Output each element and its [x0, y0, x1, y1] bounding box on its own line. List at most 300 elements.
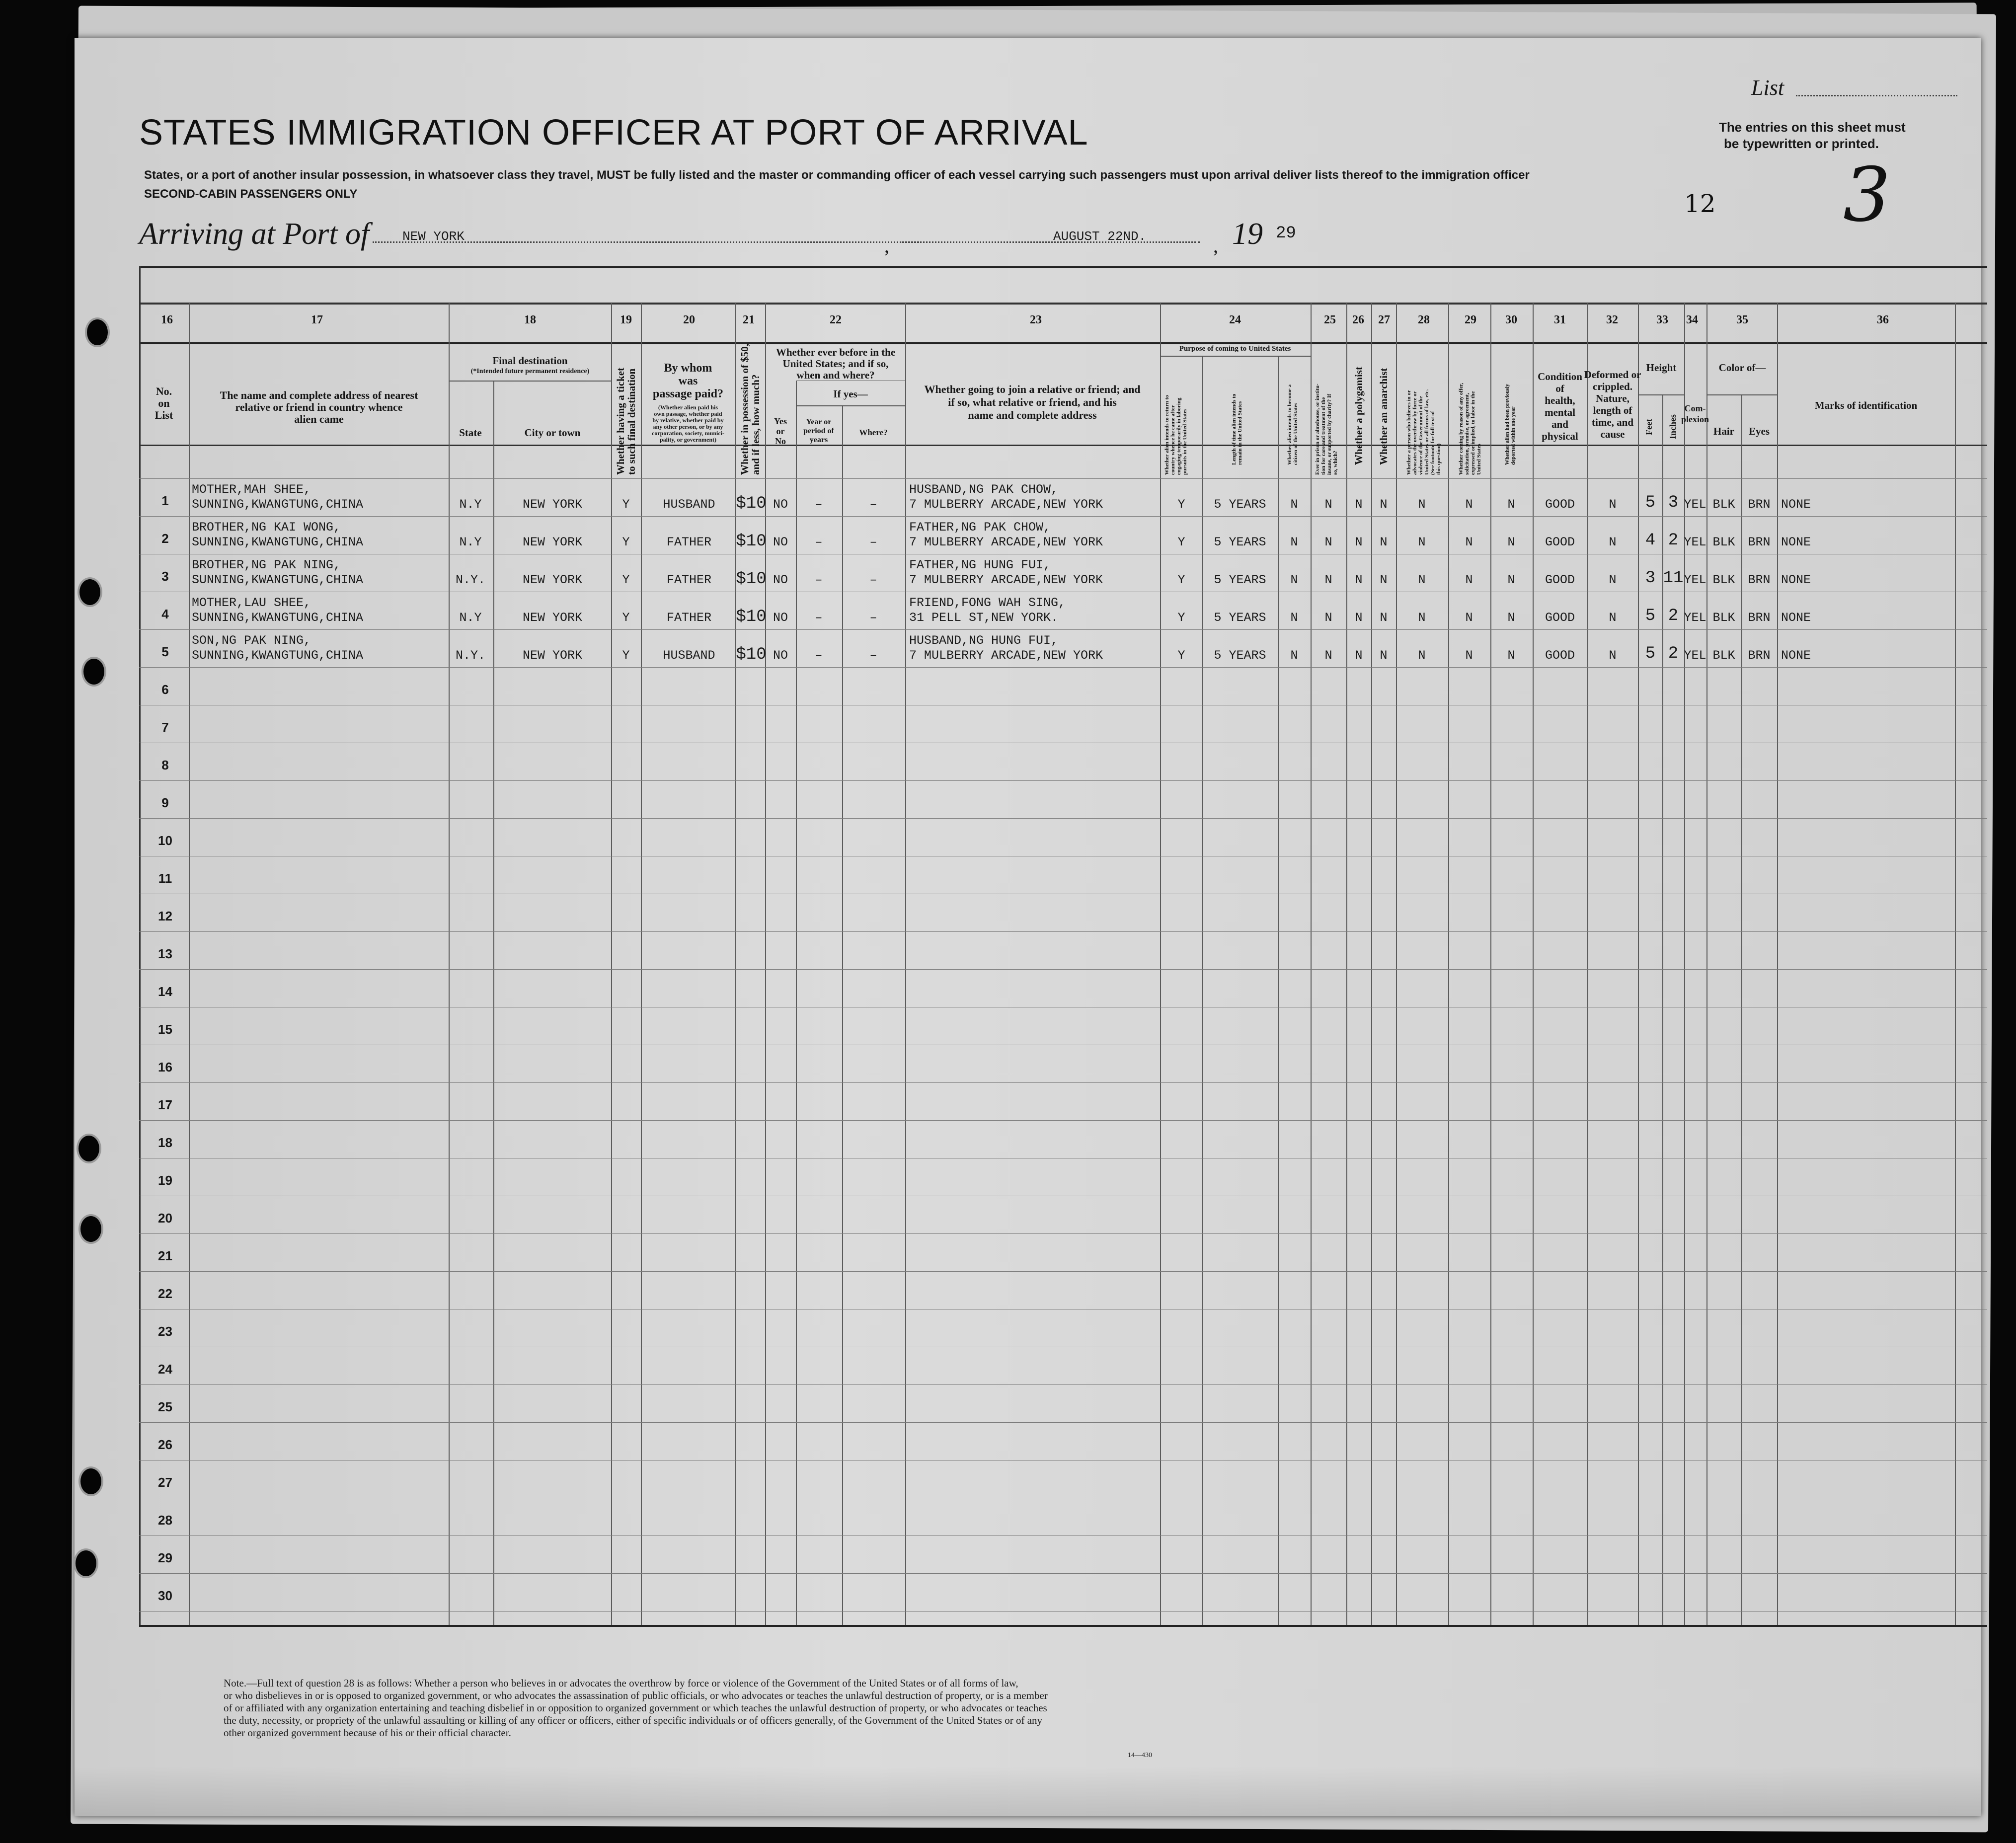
anarchist-value: N [1380, 611, 1388, 625]
prison-value: N [1324, 497, 1332, 512]
col-28: 28 [1418, 313, 1430, 326]
overthrow-header: Whether a person who believes in or advocates the overthrow by force or violence of the Government of the United States or all forms of law, etc. (See footnote for full text of this question) [1406, 389, 1442, 475]
col-32: 32 [1606, 313, 1618, 326]
height-header: Height [1646, 362, 1677, 374]
deformed-value: N [1609, 648, 1617, 663]
row-line [139, 478, 1987, 479]
col-border [1202, 356, 1203, 1625]
feet-value: 5 [1645, 644, 1656, 663]
year-value: – [815, 497, 823, 512]
anarchist-header: Whether an anarchist [1378, 368, 1390, 465]
row-line [139, 1271, 1987, 1272]
purpose-length-header: Length of time alien intends to remain in the United States [1231, 393, 1243, 465]
labor-offer-value: N [1465, 535, 1473, 549]
purpose-citizen-value: N [1290, 535, 1298, 549]
polygamist-header: Whether a polygamist [1353, 367, 1365, 465]
anarchist-value: N [1380, 535, 1388, 549]
col-border [139, 266, 141, 1625]
col-border [1955, 303, 1956, 1625]
where-value: – [869, 648, 877, 663]
final-destination-header: Final destination [492, 355, 568, 367]
prison-value: N [1324, 573, 1332, 587]
hair-value: BLK [1712, 611, 1735, 625]
row-line [139, 1082, 1987, 1083]
col-22: 22 [830, 313, 842, 326]
row-number: 21 [158, 1248, 172, 1263]
yes-or-no-header: Yes or No [774, 416, 787, 446]
color-subline [1706, 394, 1777, 395]
col-border [1448, 303, 1449, 1625]
row-number: 18 [158, 1135, 172, 1150]
colnum-bottom-line [139, 342, 1987, 344]
row-number: 2 [161, 531, 169, 546]
state-value: N.Y [459, 535, 482, 549]
state-value: N.Y [459, 497, 482, 512]
col-border [1587, 303, 1588, 1625]
col-18: 18 [524, 313, 536, 326]
join-relative-address: 7 MULBERRY ARCADE,NEW YORK [909, 497, 1103, 512]
col-24: 24 [1229, 313, 1241, 326]
header-line [139, 303, 1987, 304]
col-20: 20 [683, 313, 695, 326]
city-value: NEW YORK [522, 497, 583, 512]
hair-value: BLK [1712, 497, 1735, 512]
page-title: STATES IMMIGRATION OFFICER AT PORT OF ARRIVAL [139, 113, 1088, 153]
complexion-value: YEL [1684, 497, 1706, 512]
nearest-relative-address: SUNNING,KWANGTUNG,CHINA [192, 611, 364, 625]
state-header: State [459, 427, 482, 439]
deformed-header: Deformed or crippled. Nature, length of time, and cause [1584, 369, 1641, 440]
purpose-return-value: Y [1177, 535, 1185, 549]
ever-before-value: NO [773, 648, 788, 663]
year-value: – [815, 648, 823, 663]
ticket-value: Y [622, 497, 630, 512]
row-number: 13 [158, 946, 172, 961]
marks-header: Marks of identification [1814, 399, 1918, 411]
deformed-value: N [1609, 535, 1617, 549]
ever-before-value: NO [773, 611, 788, 625]
entries-note-1: The entries on this sheet must [1719, 120, 1906, 135]
state-value: N.Y. [455, 573, 486, 587]
inches-value: 2 [1668, 607, 1679, 625]
anarchist-value: N [1380, 497, 1388, 512]
row-number: 9 [161, 795, 169, 810]
punch-hole [80, 1216, 101, 1242]
purpose-citizen-value: N [1290, 497, 1298, 512]
ever-before-header: Whether ever before in the United States; and if so, when and where? [775, 346, 896, 381]
where-header: Where? [859, 428, 888, 437]
col-33: 33 [1656, 313, 1668, 326]
marks-value: NONE [1781, 648, 1811, 663]
header-bottom-line [139, 445, 1987, 446]
row-number: 20 [158, 1211, 172, 1226]
feet-value: 5 [1645, 493, 1656, 512]
join-relative-address: 31 PELL ST,NEW YORK. [909, 611, 1059, 625]
passage-paid-value: HUSBAND [663, 497, 715, 512]
final-destination-note: (*Intended future permanent residence) [470, 368, 590, 375]
table-bottom-line [139, 1625, 1987, 1627]
if-yes-header: If yes— [833, 388, 868, 400]
inches-value: 2 [1668, 531, 1679, 550]
purpose-citizen-value: N [1290, 573, 1298, 587]
health-value: GOOD [1545, 573, 1575, 587]
nearest-relative-name: MOTHER,MAH SHEE, [192, 482, 311, 497]
year-suffix: 29 [1276, 224, 1296, 243]
purpose-return-value: Y [1177, 648, 1185, 663]
table-top-line [139, 266, 1987, 268]
col-border [449, 303, 450, 1625]
col-border [1346, 303, 1347, 1625]
purpose-return-header: Whether alien intends to return to country whence he came after engaging temporarily in laboring pursuits in the United States [1164, 395, 1188, 475]
row-number: 17 [158, 1097, 172, 1112]
ever-before-value: NO [773, 535, 788, 549]
ifyes-subline [796, 405, 905, 406]
col-border [905, 303, 906, 1625]
punch-hole [79, 579, 100, 605]
arriving-label: Arriving at Port of [139, 217, 370, 251]
col-border [1160, 303, 1161, 1625]
inches-value: 3 [1668, 493, 1679, 512]
punch-hole [87, 319, 108, 345]
dest-subline [449, 381, 611, 382]
row-line [139, 1422, 1987, 1423]
deported-value: N [1507, 535, 1515, 549]
row-number: 10 [158, 833, 172, 848]
labor-offer-value: N [1465, 497, 1473, 512]
year-value: – [815, 573, 823, 587]
port-value: NEW YORK [402, 229, 465, 244]
row-line [139, 818, 1987, 819]
nearest-relative-name: BROTHER,NG PAK NING, [192, 558, 341, 572]
row-line [139, 1384, 1987, 1385]
join-relative-name: FATHER,NG PAK CHOW, [909, 520, 1051, 535]
city-value: NEW YORK [522, 611, 583, 625]
comma-2: , [1213, 234, 1218, 257]
polygamist-value: N [1355, 611, 1363, 625]
purpose-citizen-header: Whether alien intends to become a citizen of the United States [1287, 384, 1299, 465]
feet-value: 3 [1645, 569, 1656, 588]
marks-value: NONE [1781, 573, 1811, 587]
labor-offer-value: N [1465, 611, 1473, 625]
color-of-header: Color of— [1718, 362, 1766, 374]
money-value: $10 [736, 570, 767, 589]
row-number: 19 [158, 1173, 172, 1188]
city-value: NEW YORK [522, 648, 583, 663]
passage-paid-note: (Whether alien paid his own passage, whether paid by relative, whether paid by any other person, or by any corporation, society, munici- pality, or government) [652, 404, 724, 443]
col-border [1278, 356, 1279, 1625]
ever-before-value: NO [773, 497, 788, 512]
inches-value: 2 [1668, 644, 1679, 663]
join-relative-name: FRIEND,FONG WAH SING, [909, 596, 1066, 610]
row-number: 26 [158, 1437, 172, 1452]
col-25: 25 [1324, 313, 1336, 326]
complexion-header: Com- plexion [1681, 403, 1709, 424]
punch-hole [83, 659, 104, 685]
join-relative-address: 7 MULBERRY ARCADE,NEW YORK [909, 535, 1103, 549]
polygamist-value: N [1355, 497, 1363, 512]
state-value: N.Y [459, 611, 482, 625]
row-line [139, 1573, 1987, 1574]
passage-paid-value: FATHER [666, 573, 712, 587]
deformed-value: N [1609, 497, 1617, 512]
handwritten-3: 3 [1843, 152, 1891, 238]
anarchist-value: N [1380, 573, 1388, 587]
col-border [1533, 303, 1534, 1625]
health-value: GOOD [1545, 611, 1575, 625]
nearest-relative-header: The name and complete address of nearest relative or friend in country whence alien came [220, 389, 418, 425]
nearest-relative-name: BROTHER,NG KAI WONG, [192, 520, 341, 535]
city-value: NEW YORK [522, 573, 583, 587]
row-line [139, 969, 1987, 970]
prison-value: N [1324, 611, 1332, 625]
col-border [1311, 303, 1312, 1625]
nearest-relative-address: SUNNING,KWANGTUNG,CHINA [192, 573, 364, 587]
col-31: 31 [1554, 313, 1566, 326]
city-value: NEW YORK [522, 535, 583, 549]
marks-value: NONE [1781, 497, 1811, 512]
col-border [1777, 303, 1778, 1625]
list-label: List [1751, 76, 1784, 100]
deported-value: N [1507, 573, 1515, 587]
row-line [139, 780, 1987, 781]
purpose-length-value: 5 YEARS [1214, 497, 1266, 512]
row-number: 14 [158, 984, 172, 999]
passage-paid-value: HUSBAND [663, 648, 715, 663]
nearest-relative-address: SUNNING,KWANGTUNG,CHINA [192, 535, 364, 549]
punch-hole [80, 1468, 101, 1494]
purpose-length-value: 5 YEARS [1214, 611, 1266, 625]
inches-value: 11 [1663, 569, 1684, 588]
passage-paid-value: FATHER [666, 535, 712, 549]
col-17: 17 [311, 313, 323, 326]
purpose-citizen-value: N [1290, 611, 1298, 625]
manifest-page [75, 38, 1981, 1816]
col-36: 36 [1877, 313, 1889, 326]
ever-before-value: NO [773, 573, 788, 587]
nearest-relative-address: SUNNING,KWANGTUNG,CHINA [192, 648, 364, 663]
footnote: Note.—Full text of question 28 is as follows: Whether a person who believes in or advocates the overthrow by force or violence of the Government of the United States or of all forms of law, or who disbelieves in or is opposed to organized government, or who advocates the assassination of public officials, or who advocates or teaches the unlawful destruction of property, or is a member of or affiliated with any organization entertaining and teaching disbelief in or opposition to organized government or which teaches the unlawful destruction of property, or who advocates or teaches the duty, necessity, or propriety of the unlawful assaulting or killing of any officer or officers, either of specific individuals or of officers generally, of the Government of the United States or of any other organized government because of his or their official character. [224, 1677, 1048, 1739]
overthrow-value: N [1418, 648, 1426, 663]
where-value: – [869, 535, 877, 549]
row-number: 16 [158, 1060, 172, 1075]
year-prefix: 19 [1232, 217, 1263, 251]
row-number: 24 [158, 1362, 172, 1377]
purpose-return-value: Y [1177, 573, 1185, 587]
hair-value: BLK [1712, 573, 1735, 587]
hair-header: Hair [1713, 425, 1734, 437]
col-border [1638, 303, 1639, 1625]
labor-offer-value: N [1465, 648, 1473, 663]
feet-value: 5 [1645, 607, 1656, 625]
ticket-value: Y [622, 648, 630, 663]
row-number: 30 [158, 1588, 172, 1603]
col-26: 26 [1352, 313, 1364, 326]
col-border [1706, 303, 1707, 1625]
punch-hole [78, 1136, 99, 1161]
row-line [139, 1233, 1987, 1234]
overthrow-value: N [1418, 497, 1426, 512]
anarchist-value: N [1380, 648, 1388, 663]
row-number: 8 [161, 758, 169, 772]
row-number: 4 [161, 607, 169, 621]
complexion-value: YEL [1684, 535, 1706, 549]
eyes-value: BRN [1748, 497, 1771, 512]
ticket-header: Whether having a ticket to such final destination [615, 367, 637, 475]
possession-header: Whether in possession of $50, and if less, how much? [739, 344, 762, 475]
row-number: 15 [158, 1022, 172, 1037]
feet-value: 4 [1645, 531, 1656, 550]
col-29: 29 [1465, 313, 1476, 326]
purpose-length-value: 5 YEARS [1214, 648, 1266, 663]
inches-header: Inches [1668, 414, 1678, 439]
row-number: 12 [158, 909, 172, 923]
passage-paid-header: By whom was passage paid? [652, 362, 724, 400]
join-relative-name: HUSBAND,NG PAK CHOW, [909, 482, 1059, 497]
year-period-header: Year or period of years [803, 418, 834, 444]
purpose-subline [1160, 356, 1311, 357]
money-value: $10 [736, 494, 767, 513]
overthrow-value: N [1418, 611, 1426, 625]
second-cabin-label: SECOND-CABIN PASSENGERS ONLY [144, 187, 358, 201]
city-header: City or town [524, 427, 581, 439]
deported-value: N [1507, 611, 1515, 625]
complexion-value: YEL [1684, 573, 1706, 587]
col-19: 19 [620, 313, 632, 326]
labor-offer-value: N [1465, 573, 1473, 587]
no-on-list-header: No. on List [155, 385, 173, 421]
col-23: 23 [1030, 313, 1042, 326]
row-number: 6 [161, 682, 169, 697]
ticket-value: Y [622, 535, 630, 549]
money-value: $10 [736, 532, 767, 551]
row-number: 23 [158, 1324, 172, 1339]
row-number: 25 [158, 1399, 172, 1414]
col-16: 16 [161, 313, 173, 326]
join-relative-address: 7 MULBERRY ARCADE,NEW YORK [909, 648, 1103, 663]
year-value: – [815, 611, 823, 625]
row-number: 29 [158, 1550, 172, 1565]
col-border [1396, 303, 1397, 1625]
deformed-value: N [1609, 573, 1617, 587]
marks-value: NONE [1781, 535, 1811, 549]
purpose-citizen-value: N [1290, 648, 1298, 663]
col-border [611, 303, 612, 1625]
eyes-value: BRN [1748, 535, 1771, 549]
row-number: 28 [158, 1513, 172, 1528]
prison-value: N [1324, 648, 1332, 663]
list-line [1796, 95, 1957, 96]
purpose-return-value: Y [1177, 497, 1185, 512]
row-line [139, 629, 1987, 630]
height-subline [1638, 394, 1684, 395]
deformed-value: N [1609, 611, 1617, 625]
deported-value: N [1507, 497, 1515, 512]
col-border [796, 381, 797, 1625]
row-line [139, 1611, 1987, 1612]
nearest-relative-name: SON,NG PAK NING, [192, 633, 311, 648]
deported-value: N [1507, 648, 1515, 663]
health-value: GOOD [1545, 648, 1575, 663]
complexion-value: YEL [1684, 611, 1706, 625]
eyes-value: BRN [1748, 648, 1771, 663]
complexion-value: YEL [1684, 648, 1706, 663]
purpose-length-value: 5 YEARS [1214, 535, 1266, 549]
entries-note-2: be typewritten or printed. [1724, 136, 1879, 151]
where-value: – [869, 611, 877, 625]
col-21: 21 [743, 313, 755, 326]
header-subtitle: States, or a port of another insular possession, in whatsoever class they travel, MUST be fully listed and the master or commanding officer of each vessel carrying such passengers must upon arrival deliver lists thereof to the immigration officer [144, 168, 1530, 182]
health-value: GOOD [1545, 497, 1575, 512]
row-number: 11 [158, 871, 172, 886]
row-number: 7 [161, 720, 169, 735]
money-value: $10 [736, 645, 767, 664]
nearest-relative-address: SUNNING,KWANGTUNG,CHINA [192, 497, 364, 512]
purpose-header: Purpose of coming to United States [1179, 345, 1291, 353]
eyes-header: Eyes [1749, 425, 1770, 437]
date-value: AUGUST 22ND. [1053, 229, 1147, 244]
col-35: 35 [1736, 313, 1748, 326]
polygamist-value: N [1355, 648, 1363, 663]
row-number: 22 [158, 1286, 172, 1301]
col-border [493, 381, 494, 1625]
passage-paid-value: FATHER [666, 611, 712, 625]
row-number: 1 [161, 493, 169, 508]
col-34: 34 [1686, 313, 1698, 326]
col-border [1371, 303, 1372, 1625]
labor-offer-header: Whether coming by reason of any offer, solicitation, promise, or agreement, expressed or implied, to labor in the United States [1458, 383, 1482, 475]
row-number: 3 [161, 569, 169, 584]
feet-header: Feet [1644, 419, 1654, 435]
row-line [139, 1120, 1987, 1121]
col-30: 30 [1505, 313, 1517, 326]
health-header: Condition of health, mental and physical [1538, 371, 1582, 442]
ticket-value: Y [622, 611, 630, 625]
nearest-relative-name: MOTHER,LAU SHEE, [192, 596, 311, 610]
row-line [139, 667, 1987, 668]
punch-hole [76, 1550, 96, 1576]
state-value: N.Y. [455, 648, 486, 663]
where-value: – [869, 573, 877, 587]
col-border [842, 405, 843, 1625]
purpose-return-value: Y [1177, 611, 1185, 625]
handwritten-12: 12 [1684, 189, 1716, 218]
date-line [902, 241, 1200, 243]
row-line [139, 516, 1987, 517]
comma: , [884, 234, 889, 257]
eyes-value: BRN [1748, 573, 1771, 587]
join-relative-header: Whether going to join a relative or friend; and if so, what relative or friend, and his name and complete address [924, 383, 1141, 421]
hair-value: BLK [1712, 535, 1735, 549]
health-value: GOOD [1545, 535, 1575, 549]
money-value: $10 [736, 608, 767, 626]
col-border [1741, 394, 1742, 1625]
deported-header: Whether alien had been previously deported within one year [1504, 384, 1516, 465]
hair-value: BLK [1712, 648, 1735, 663]
polygamist-value: N [1355, 573, 1363, 587]
col-border [1490, 303, 1491, 1625]
join-relative-name: FATHER,NG HUNG FUI, [909, 558, 1051, 572]
row-number: 5 [161, 644, 169, 659]
prison-value: N [1324, 535, 1332, 549]
col-border [189, 303, 190, 1625]
row-line [139, 931, 1987, 932]
prison-header: Ever in prison or almshouse, or institu- tion for care and treatment of the insane, or supported by charity? If so, which? [1315, 384, 1338, 475]
polygamist-value: N [1355, 535, 1363, 549]
col-border [641, 303, 642, 1625]
col-27: 27 [1378, 313, 1390, 326]
join-relative-name: HUSBAND,NG HUNG FUI, [909, 633, 1059, 648]
eyes-value: BRN [1748, 611, 1771, 625]
